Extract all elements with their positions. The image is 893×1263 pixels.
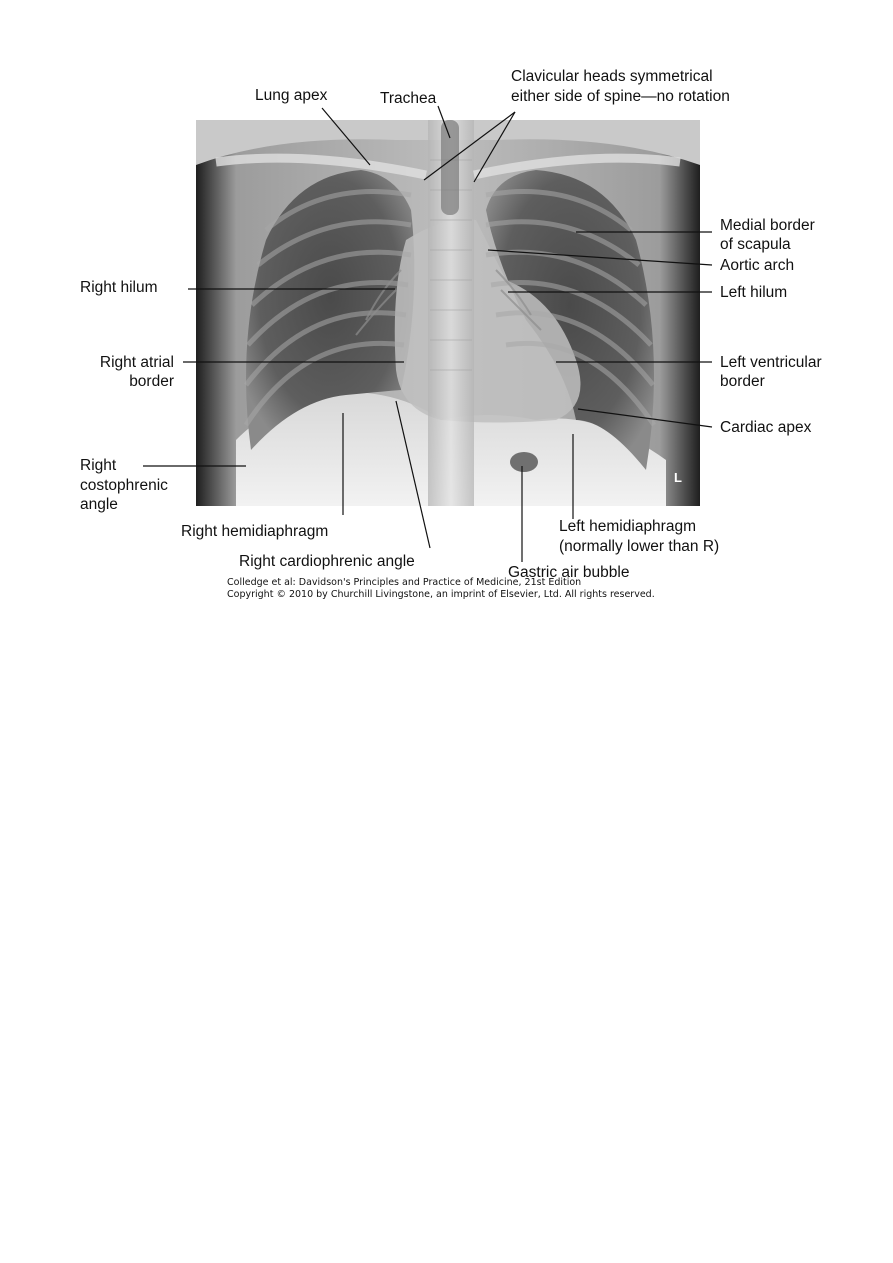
label-left-hemidiaphragm-line1: Left hemidiaphragm — [559, 518, 696, 535]
label-right-atrial-line1: Right atrial — [99, 354, 174, 371]
label-aortic-arch: Aortic arch — [720, 257, 795, 274]
figure-credit — [227, 577, 655, 601]
label-medial-scapula-line1: Medial border — [720, 217, 815, 234]
label-left-hemidiaphragm-line2: (normally lower than R) — [559, 538, 720, 555]
label-right-costophrenic-line2: costophrenic — [80, 477, 168, 494]
credit-line1: Colledge et al: Davidson's Principles and Practice of Medicine, 21st Edition — [227, 577, 582, 588]
label-left-hilum: Left hilum — [720, 284, 788, 301]
label-left-ventricular-line1: Left ventricular — [720, 354, 822, 371]
xray-drawing — [196, 120, 700, 506]
label-trachea: Trachea — [380, 90, 437, 107]
label-medial-scapula-line2: of scapula — [720, 236, 791, 253]
chest-xray-image — [196, 120, 700, 506]
side-marker-l: L — [674, 470, 682, 485]
label-right-costophrenic-line1: Right — [80, 457, 117, 474]
label-right-hilum: Right hilum — [80, 279, 158, 296]
label-right-costophrenic-line3: angle — [80, 496, 118, 513]
label-right-hemidiaphragm: Right hemidiaphragm — [181, 523, 329, 540]
label-cardiac-apex: Cardiac apex — [720, 419, 812, 436]
label-clavicular-line1: Clavicular heads symmetrical — [511, 68, 713, 85]
label-right-atrial-line2: border — [129, 373, 174, 390]
label-clavicular-line2: either side of spine—no rotation — [511, 88, 730, 105]
label-lung-apex: Lung apex — [255, 87, 328, 104]
label-gastric-air-bubble: Gastric air bubble — [508, 564, 630, 581]
credit-line2: Copyright © 2010 by Churchill Livingstone, an imprint of Elsevier, Ltd. All rights reserved. — [227, 589, 655, 600]
label-right-cardiophrenic: Right cardiophrenic angle — [239, 553, 415, 570]
label-left-ventricular-line2: border — [720, 373, 765, 390]
